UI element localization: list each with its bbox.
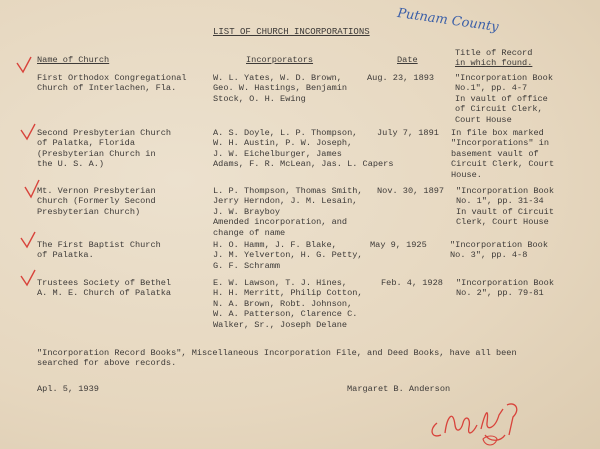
red-check-icon bbox=[14, 55, 34, 77]
record-cell: "Incorporation Book No. 2", pp. 79-81 bbox=[456, 278, 554, 299]
date-cell: July 7, 1891 bbox=[377, 128, 439, 138]
header-record-line1: Title of Record bbox=[455, 48, 533, 58]
church-name: Trustees Society of Bethel A. M. E. Church of Palatka bbox=[37, 278, 172, 299]
document-date: Apl. 5, 1939 bbox=[37, 384, 99, 394]
date-cell: Aug. 23, 1893 bbox=[367, 73, 435, 83]
incorporators-cell: E. W. Lawson, T. J. Hines, H. H. Merritt, Philip Cotton, N. A. Brown, Robt. Johnson, W. A. Patterson, Clarence C. Walker, Sr., Joseph Delane bbox=[213, 278, 363, 330]
incorporators-cell: L. P. Thompson, Thomas Smith, Jerry Herndon, J. M. Lesain, J. W. Brayboy Amended incorporation, and change of name bbox=[213, 186, 363, 238]
handwritten-county-note: Putnam County bbox=[396, 6, 500, 36]
record-cell: In file box marked "Incorporations" in basement vault of Circuit Clerk, Court House. bbox=[451, 128, 555, 180]
date-cell: Nov. 30, 1897 bbox=[377, 186, 445, 196]
red-handwritten-signature bbox=[425, 395, 545, 447]
record-cell: "Incorporation Book No. 1", pp. 31-34 In vault of Circuit Clerk, Court House bbox=[456, 186, 554, 228]
church-name: First Orthodox Congregational Church of Interlachen, Fla. bbox=[37, 73, 187, 94]
record-cell: "Incorporation Book No. 3", pp. 4-8 bbox=[450, 240, 548, 261]
red-check-icon bbox=[18, 268, 38, 290]
red-check-icon bbox=[22, 178, 42, 202]
header-record-line2: in which found. bbox=[455, 58, 533, 68]
footer-note: "Incorporation Record Books", Miscellaneous Incorporation File, and Deed Books, have all been searched for above records. bbox=[37, 348, 517, 369]
red-check-icon bbox=[18, 122, 38, 144]
header-date: Date bbox=[397, 55, 418, 65]
incorporators-cell: A. S. Doyle, L. P. Thompson, W. H. Austin, P. W. Joseph, J. W. Eichelburger, James Adams, F. R. McLean, Jas. L. Capers bbox=[213, 128, 394, 170]
header-church-name: Name of Church bbox=[37, 55, 110, 65]
church-name: Second Presbyterian Church of Palatka, Florida (Presbyterian Church in the U. S. A.) bbox=[37, 128, 172, 170]
church-name: Mt. Vernon Presbyterian Church (Formerly Second Presbyterian Church) bbox=[37, 186, 156, 217]
header-incorporators: Incorporators bbox=[246, 55, 314, 65]
church-name: The First Baptist Church of Palatka. bbox=[37, 240, 161, 261]
red-check-icon bbox=[18, 230, 38, 252]
signer-name: Margaret B. Anderson bbox=[347, 384, 451, 394]
document-title: LIST OF CHURCH INCORPORATIONS bbox=[213, 27, 370, 37]
date-cell: Feb. 4, 1928 bbox=[381, 278, 443, 288]
record-cell: "Incorporation Book No.1", pp. 4-7 In vault of office of Circuit Clerk, Court House bbox=[455, 73, 553, 125]
incorporators-cell: H. O. Hamm, J. F. Blake, J. M. Yelverton, H. G. Petty, G. F. Schramm bbox=[213, 240, 363, 271]
date-cell: May 9, 1925 bbox=[370, 240, 427, 250]
incorporators-cell: W. L. Yates, W. D. Brown, Geo. W. Hastings, Benjamin Stock, O. H. Ewing bbox=[213, 73, 348, 104]
